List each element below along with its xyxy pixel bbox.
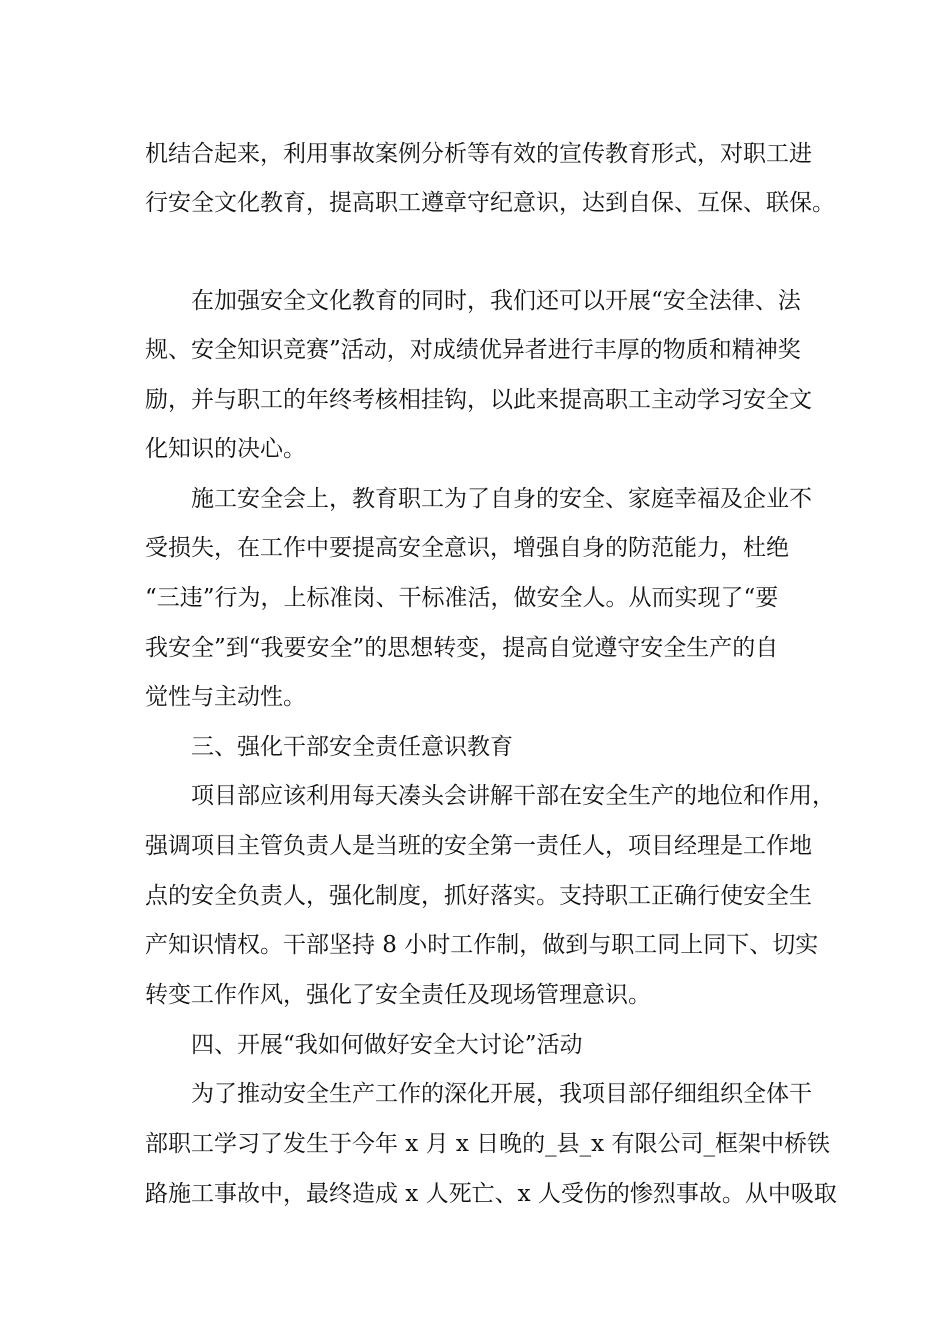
paragraph-first-line: 项目部应该利用每天凑头会讲解干部在安全生产的地位和作用， xyxy=(191,783,835,809)
text-line: 规、安全知识竞赛”活动，对成绩优异者进行丰厚的物质和精神奖 xyxy=(145,337,801,363)
section-heading: 四、开展“我如何做好安全大讨论”活动 xyxy=(191,1032,583,1058)
text-line: 受损失，在工作中要提高安全意识，增强自身的防范能力，杜绝 xyxy=(145,535,789,561)
text-line: “三违”行为，上标准岗、干标准活，做安全人。从而实现了“要 xyxy=(145,585,779,611)
text-line: 觉性与主动性。 xyxy=(145,684,306,710)
paragraph-first-line: 施工安全会上，教育职工为了自身的安全、家庭幸福及企业不 xyxy=(191,486,812,512)
text-line: 强调项目主管负责人是当班的安全第一责任人，项目经理是工作地 xyxy=(145,833,812,859)
text-line: 化知识的决心。 xyxy=(145,436,306,462)
text-line: 机结合起来，利用事故案例分析等有效的宣传教育形式，对职工进 xyxy=(145,141,812,167)
paragraph-first-line: 为了推动安全生产工作的深化开展，我项目部仔细组织全体干 xyxy=(191,1081,812,1107)
text-line: 我安全”到“我要安全”的思想转变，提高自觉遵守安全生产的自 xyxy=(145,635,779,661)
text-line: 部职工学习了发生于今年 x 月 x 日晚的_县_x 有限公司_框架中桥铁 xyxy=(145,1131,830,1157)
paragraph-first-line: 在加强安全文化教育的同时，我们还可以开展“安全法律、法 xyxy=(191,288,801,314)
text-line: 行安全文化教育，提高职工遵章守纪意识，达到自保、互保、联保。 xyxy=(145,190,835,216)
section-heading: 三、强化干部安全责任意识教育 xyxy=(191,734,513,760)
text-line: 路施工事故中，最终造成 x 人死亡、x 人受伤的惨烈事故。从中吸取 xyxy=(145,1181,837,1207)
text-line: 点的安全负责人，强化制度，抓好落实。支持职工正确行使安全生 xyxy=(145,883,812,909)
text-line: 产知识情权。干部坚持 8 小时工作制，做到与职工同上同下、切实 xyxy=(145,932,819,958)
text-line: 转变工作作风，强化了安全责任及现场管理意识。 xyxy=(145,982,651,1008)
text-line: 励，并与职工的年终考核相挂钩，以此来提高职工主动学习安全文 xyxy=(145,387,812,413)
